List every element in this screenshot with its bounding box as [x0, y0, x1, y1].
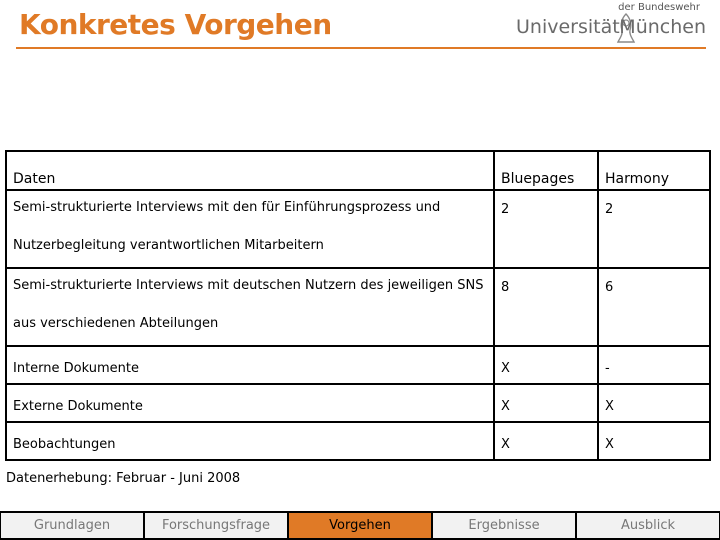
data-table — [5, 150, 711, 461]
row-label — [6, 190, 494, 268]
cell-value: 6 — [605, 280, 614, 295]
table-row — [6, 190, 710, 268]
row-label — [6, 268, 494, 346]
cell-bluepages: X — [494, 346, 598, 384]
logo-top-text: der Bundeswehr — [618, 2, 700, 13]
nav-item-forschungsfrage[interactable]: Forschungsfrage — [145, 513, 287, 538]
cell-harmony: - — [598, 346, 710, 384]
column-header-harmony: Harmony — [598, 151, 710, 190]
row-label-line: Semi-strukturierte Interviews mit den für Einführungsprozess und — [13, 200, 441, 215]
cell-bluepages: X — [494, 384, 598, 422]
cell-harmony — [598, 190, 710, 268]
nav-item-vorgehen[interactable]: Vorgehen — [289, 513, 431, 538]
row-label-line: Nutzerbegleitung verantwortlichen Mitarbeitern — [13, 238, 324, 253]
section-navigation — [0, 511, 720, 540]
cell-value: 2 — [605, 202, 614, 217]
nav-item-ergebnisse[interactable]: Ergebnisse — [433, 513, 575, 538]
row-label-line: Semi-strukturierte Interviews mit deutschen Nutzern des jeweiligen SNS — [13, 278, 484, 293]
cell-bluepages — [494, 268, 598, 346]
data-collection-note: Datenerhebung: Februar - Juni 2008 — [6, 471, 241, 486]
university-logo — [516, 2, 708, 50]
logo-left-text: Universität — [516, 16, 620, 38]
table-header-row — [6, 151, 710, 190]
row-label: Beobachtungen — [6, 422, 494, 460]
column-header-bluepages: Bluepages — [494, 151, 598, 190]
row-label: Externe Dokumente — [6, 384, 494, 422]
cell-bluepages — [494, 190, 598, 268]
table-row — [6, 346, 710, 384]
table-row — [6, 268, 710, 346]
table-row — [6, 384, 710, 422]
table-row — [6, 422, 710, 460]
column-header-daten: Daten — [6, 151, 494, 190]
cell-value: 2 — [501, 202, 510, 217]
nav-item-grundlagen[interactable]: Grundlagen — [1, 513, 143, 538]
logo-right-text: München — [619, 16, 706, 38]
cell-value: 8 — [501, 280, 510, 295]
nav-item-ausblick[interactable]: Ausblick — [577, 513, 719, 538]
cell-bluepages: X — [494, 422, 598, 460]
cell-harmony — [598, 268, 710, 346]
cell-harmony: X — [598, 384, 710, 422]
row-label: Interne Dokumente — [6, 346, 494, 384]
cell-harmony: X — [598, 422, 710, 460]
page-title: Konkretes Vorgehen — [19, 8, 332, 41]
row-label-line: aus verschiedenen Abteilungen — [13, 316, 219, 331]
